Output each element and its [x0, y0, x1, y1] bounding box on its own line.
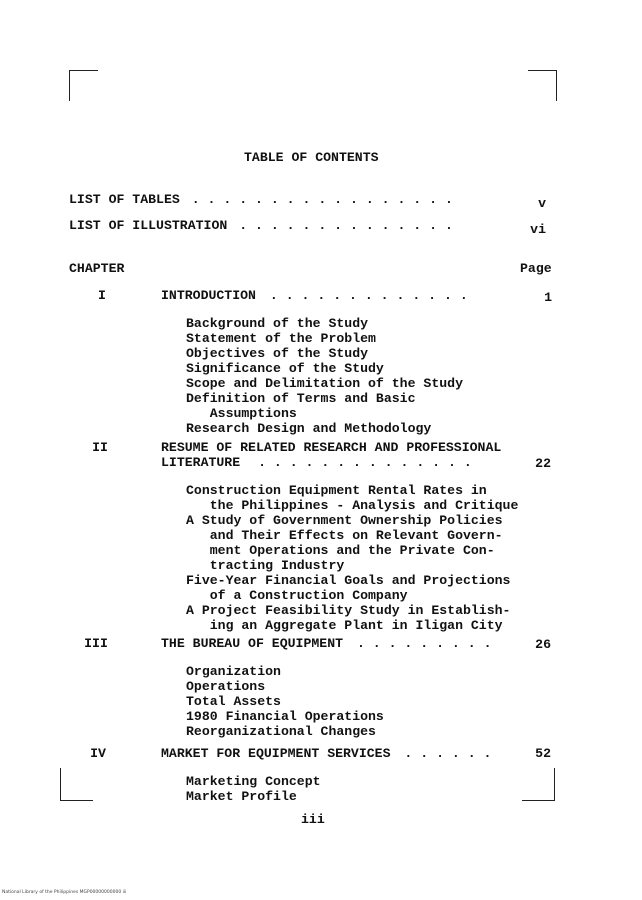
footer-note: National Library of the Philippines MGP00000000000 iii — [2, 890, 127, 895]
chapter-sections — [186, 664, 384, 739]
leader-dots: . . . . . . . . . . . . . — [269, 288, 468, 303]
section-line: Significance of the Study — [186, 361, 384, 376]
crop-mark-bottom-left — [60, 768, 93, 801]
leader-dots: . . . . . . . . . — [356, 636, 492, 651]
chapter-title-line-2 — [161, 455, 501, 470]
chapter-title-line: RESUME OF RELATED RESEARCH AND PROFESSIONAL — [161, 440, 502, 455]
front-matter-label: LIST OF ILLUSTRATION — [69, 218, 228, 233]
section-line: and Their Effects on Relevant Govern- — [186, 528, 503, 543]
chapter-sections — [186, 316, 463, 436]
section-line: Marketing Concept — [186, 774, 321, 789]
chapter-numeral: IV — [90, 746, 106, 761]
section-line: A Project Feasibility Study in Establish- — [186, 603, 511, 618]
section-line: of a Construction Company — [186, 588, 408, 603]
section-line: Definition of Terms and Basic — [186, 391, 416, 406]
section-line: Statement of the Problem — [186, 331, 376, 346]
front-matter-label: LIST OF TABLES — [69, 192, 180, 207]
front-matter-list-of-tables — [69, 192, 546, 211]
chapter-title — [161, 746, 491, 761]
section-line: ing an Aggregate Plant in Iligan City — [186, 618, 503, 633]
chapter-title — [161, 636, 492, 651]
chapter-column-header: CHAPTER — [69, 261, 125, 276]
section-line: tracting Industry — [186, 558, 345, 573]
chapter-page: 52 — [535, 746, 551, 761]
section-line: A Study of Government Ownership Policies — [186, 513, 503, 528]
front-matter-page: v — [538, 196, 546, 211]
section-line: Five-Year Financial Goals and Projections — [186, 573, 511, 588]
section-line: Operations — [186, 679, 266, 694]
chapter-page: 26 — [535, 637, 551, 652]
section-line: Construction Equipment Rental Rates in — [186, 483, 487, 498]
chapter-sections — [186, 483, 518, 633]
chapter-title — [161, 288, 468, 303]
leader-dots: . . . . . . — [404, 746, 492, 761]
leader-dots: . . . . . . . . . . . . . . — [258, 455, 472, 470]
chapter-title-line: MARKET FOR EQUIPMENT SERVICES — [161, 746, 391, 761]
chapter-title-line: INTRODUCTION — [161, 288, 256, 303]
section-line: Assumptions — [186, 406, 297, 421]
section-line: Organization — [186, 664, 281, 679]
section-line: Background of the Study — [186, 316, 369, 331]
chapter-numeral: II — [92, 440, 108, 455]
section-line: Scope and Delimitation of the Study — [186, 376, 463, 391]
section-line: Total Assets — [186, 694, 281, 709]
page-title: TABLE OF CONTENTS — [244, 150, 379, 165]
section-line: the Philippines - Analysis and Critique — [186, 498, 519, 513]
chapter-title — [161, 440, 501, 470]
leader-dots: . . . . . . . . . . . . . . — [239, 218, 453, 233]
section-line: 1980 Financial Operations — [186, 709, 384, 724]
section-line: Reorganizational Changes — [186, 724, 376, 739]
chapter-numeral: I — [98, 288, 106, 303]
front-matter-list-of-illustration — [69, 218, 546, 237]
section-line: Market Profile — [186, 789, 297, 804]
page-number: iii — [301, 812, 325, 827]
chapter-title-line: LITERATURE — [161, 455, 241, 470]
chapter-title-line: THE BUREAU OF EQUIPMENT — [161, 636, 344, 651]
section-line: ment Operations and the Private Con- — [186, 543, 495, 558]
chapter-page: 22 — [535, 456, 551, 471]
section-line: Objectives of the Study — [186, 346, 369, 361]
section-line: Research Design and Methodology — [186, 421, 432, 436]
leader-dots: . . . . . . . . . . . . . . . . . — [191, 192, 453, 207]
chapter-sections — [186, 774, 321, 804]
crop-mark-bottom-right — [522, 768, 555, 801]
page-column-header: Page — [520, 261, 552, 276]
chapter-numeral: III — [84, 636, 108, 651]
crop-mark-top-right — [528, 70, 557, 101]
front-matter-page: vi — [530, 222, 546, 237]
crop-mark-top-left — [69, 70, 98, 101]
chapter-page: 1 — [544, 290, 552, 305]
